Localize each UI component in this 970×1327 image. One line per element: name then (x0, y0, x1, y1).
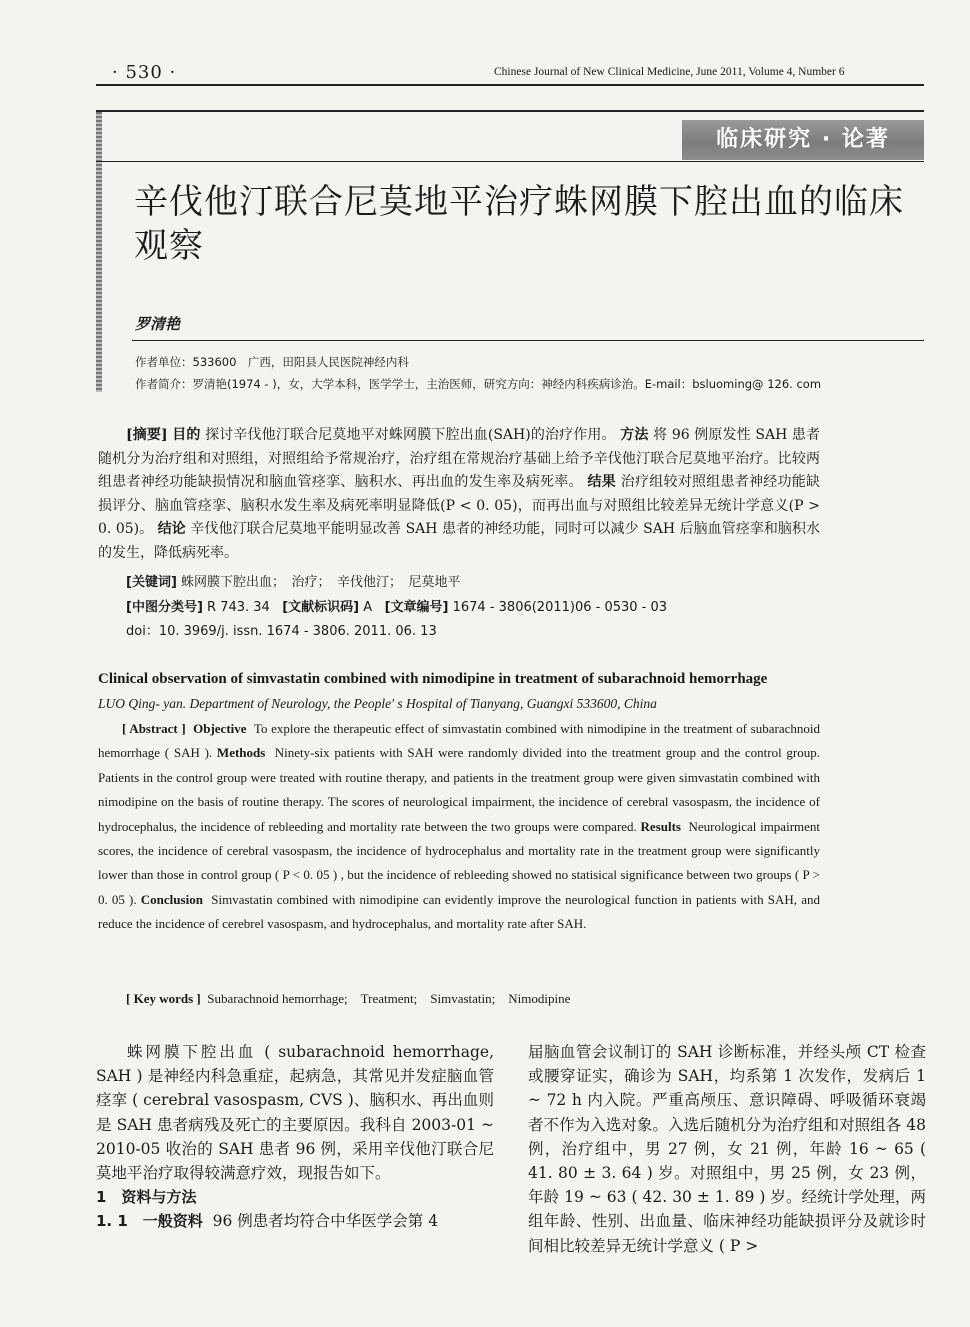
methods-label-cn: 方法 (620, 427, 649, 443)
intro-paragraph: 蛛网膜下腔出血 ( subarachnoid hemorrhage, SAH ) 是神经内科急重症，起病急，其常见并发症脑血管痉挛 ( cerebral vasospasm, CVS )、脑积水、再出血则是 SAH 患者病残及死亡的主要原因。我科自 2003-01 ~ 2010-05 收治的 SAH 患者 96 例，采用辛伐他汀联合尼莫地平治疗取得较满意疗效，现报告如下。 (96, 1043, 494, 1183)
section-heading-1: 1 资料与方法 (96, 1188, 197, 1207)
clc-label: [中图分类号] (126, 600, 203, 615)
abstract-cn-label: [摘要] (126, 427, 168, 443)
body-column-right: 届脑血管会议制订的 SAH 诊断标准，并经头颅 CT 检查或腰穿证实，确诊为 SAH，均系第 1 次发作，发病后 1 ~ 72 h 内入院。严重高颅压、意识障碍、呼吸循环衰竭者不作为入选对象。入选后随机分为治疗组和对照组各 48 例，治疗组中，男 27 例，女 21 例，年龄 16 ~ 65 ( 41. 80 ± 3. 64 ) 岁。对照组中，男 25 例，女 23 例，年龄 19 ~ 63 ( 42. 30 ± 1. 89 ) 岁。经统计学处理，两组年龄、性别、出血量、临床神经功能缺损评分及就诊时间相比较差异无统计学意义 ( P > (528, 1043, 926, 1255)
conclusion-label-en: Conclusion (140, 891, 203, 907)
doi-line: doi：10. 3969/j. issn. 1674 - 3806. 2011. 06. 13 (126, 624, 437, 639)
author-affiliation-cn: 作者单位：533600 广西，田阳县人民医院神经内科 (135, 355, 409, 369)
keywords-en-label: [ Key words ] (126, 991, 201, 1006)
author-name-cn: 罗清艳 (135, 315, 181, 333)
objective-text-cn: 探讨辛伐他汀联合尼莫地平对蛛网膜下腔出血(SAH)的治疗作用。 (205, 427, 616, 443)
keywords-en (126, 988, 570, 1007)
abstract-en-label: [ Abstract ] (122, 721, 186, 736)
keywords-cn-label: [关键词] (126, 575, 177, 590)
keywords-cn (126, 572, 461, 594)
author-bio-cn: 作者简介：罗清艳(1974 - )，女，大学本科，医学学士，主治医师，研究方向：神经内科疾病诊治。E-mail：bsluoming@ 126. com (135, 377, 822, 391)
abstract-en (98, 717, 820, 937)
conclusion-label-cn: 结论 (157, 521, 186, 537)
article-title-en: Clinical observation of simvastatin combined with nimodipine in treatment of subarachnoid hemorrhage (98, 671, 768, 687)
objective-label-en: Objective (193, 721, 247, 736)
author-rule (132, 340, 924, 341)
journal-running-header: Chinese Journal of New Clinical Medicine, June 2011, Volume 4, Number 6 (494, 66, 845, 78)
results-label-cn: 结果 (587, 474, 616, 490)
keywords-cn-text: 蛛网膜下腔出血； 治疗； 辛伐他汀； 尼莫地平 (181, 575, 461, 590)
objective-label-cn: 目的 (172, 427, 201, 443)
conclusion-text-en: Simvastatin combined with nimodipine can evidently improve the neurological function in patients with SAH, and reduce the incidence of cerebrel vasospasm, and hydrocephalus, and mortality rate after SAH. (98, 891, 820, 932)
body-column-left (96, 1040, 494, 1234)
article-no-value: 1674 - 3806(2011)06 - 0530 - 03 (452, 600, 668, 615)
conclusion-text-cn: 辛伐他汀联合尼莫地平能明显改善 SAH 患者的神经功能，同时可以减少 SAH 后脑血管痉挛和脑积水的发生，降低病死率。 (98, 521, 820, 561)
page-number: · 530 · (112, 62, 177, 83)
subsection-heading-1-1: 1. 1 一般资料 (96, 1212, 203, 1231)
results-label-en: Results (640, 818, 681, 834)
methods-label-en: Methods (216, 745, 266, 761)
methods-text-en: Ninety-six patients with SAH were randomly divided into the treatment group and the control group. Patients in the control group were treated with routine therapy, and patients in the treatment group were given simvastatin combined with nimodipine on the basis of routine therapy. The scores of neurological impairment, the incidence of cerebral vasospasm, the incidence of hydrocephalus, the incidence of rebleeding and mortality rate between the two groups were compared. (98, 745, 821, 834)
results-text-cn: 治疗组较对照组患者神经功能缺损评分、脑血管痉挛、脑积水发生率及病死率明显降低(P < 0. 05)，而再出血与对照组比较差异无统计学意义(P > 0. 05)。 (98, 474, 821, 537)
section-top-rule (96, 110, 924, 112)
methods-text-cn: 将 96 例原发性 SAH 患者随机分为治疗组和对照组，对照组给予常规治疗，治疗组在常规治疗基础上给予辛伐他汀联合尼莫地平治疗。比较两组患者神经功能缺损情况和脑血管痉挛、脑积水、再出血的发生率及病死率。 (98, 427, 821, 490)
section-badge: 临床研究 · 论著 (682, 120, 924, 160)
keywords-en-text: Subarachnoid hemorrhage; Treatment; Simvastatin; Nimodipine (207, 991, 571, 1006)
abstract-cn (98, 424, 820, 565)
classification-line (126, 597, 667, 619)
article-title-cn: 辛伐他汀联合尼莫地平治疗蛛网膜下腔出血的临床观察 (134, 182, 904, 266)
objective-text-en: To explore the therapeutic effect of simvastatin combined with nimodipine in the treatment of subarachnoid hemorrhage ( SAH ). (98, 721, 820, 761)
decorative-side-bar (96, 112, 102, 392)
subsection-1-1 (96, 1209, 494, 1233)
results-text-en: Neurological impairment scores, the incidence of cerebral vasospasm, the incidence of hydrocephalus and mortality rate in the treatment group were significantly lower than those in control group ( P < 0. 05 ) , but the incidence of rebleeding showed no statisical significance between two groups ( P > 0. 05 ). (98, 818, 821, 907)
clc-value: R 743. 34 (207, 600, 270, 615)
doc-code-value: A (363, 600, 373, 615)
section-bottom-rule (96, 161, 924, 162)
author-affiliation-en: LUO Qing- yan. Department of Neurology, the People' s Hospital of Tianyang, Guangxi 533600, China (98, 696, 657, 711)
doc-code-label: [文献标识码] (282, 600, 360, 615)
article-no-label: [文章编号] (384, 600, 449, 615)
subsection-1-1-text: 96 例患者均符合中华医学会第 4 (212, 1212, 439, 1231)
header-rule (96, 84, 924, 86)
